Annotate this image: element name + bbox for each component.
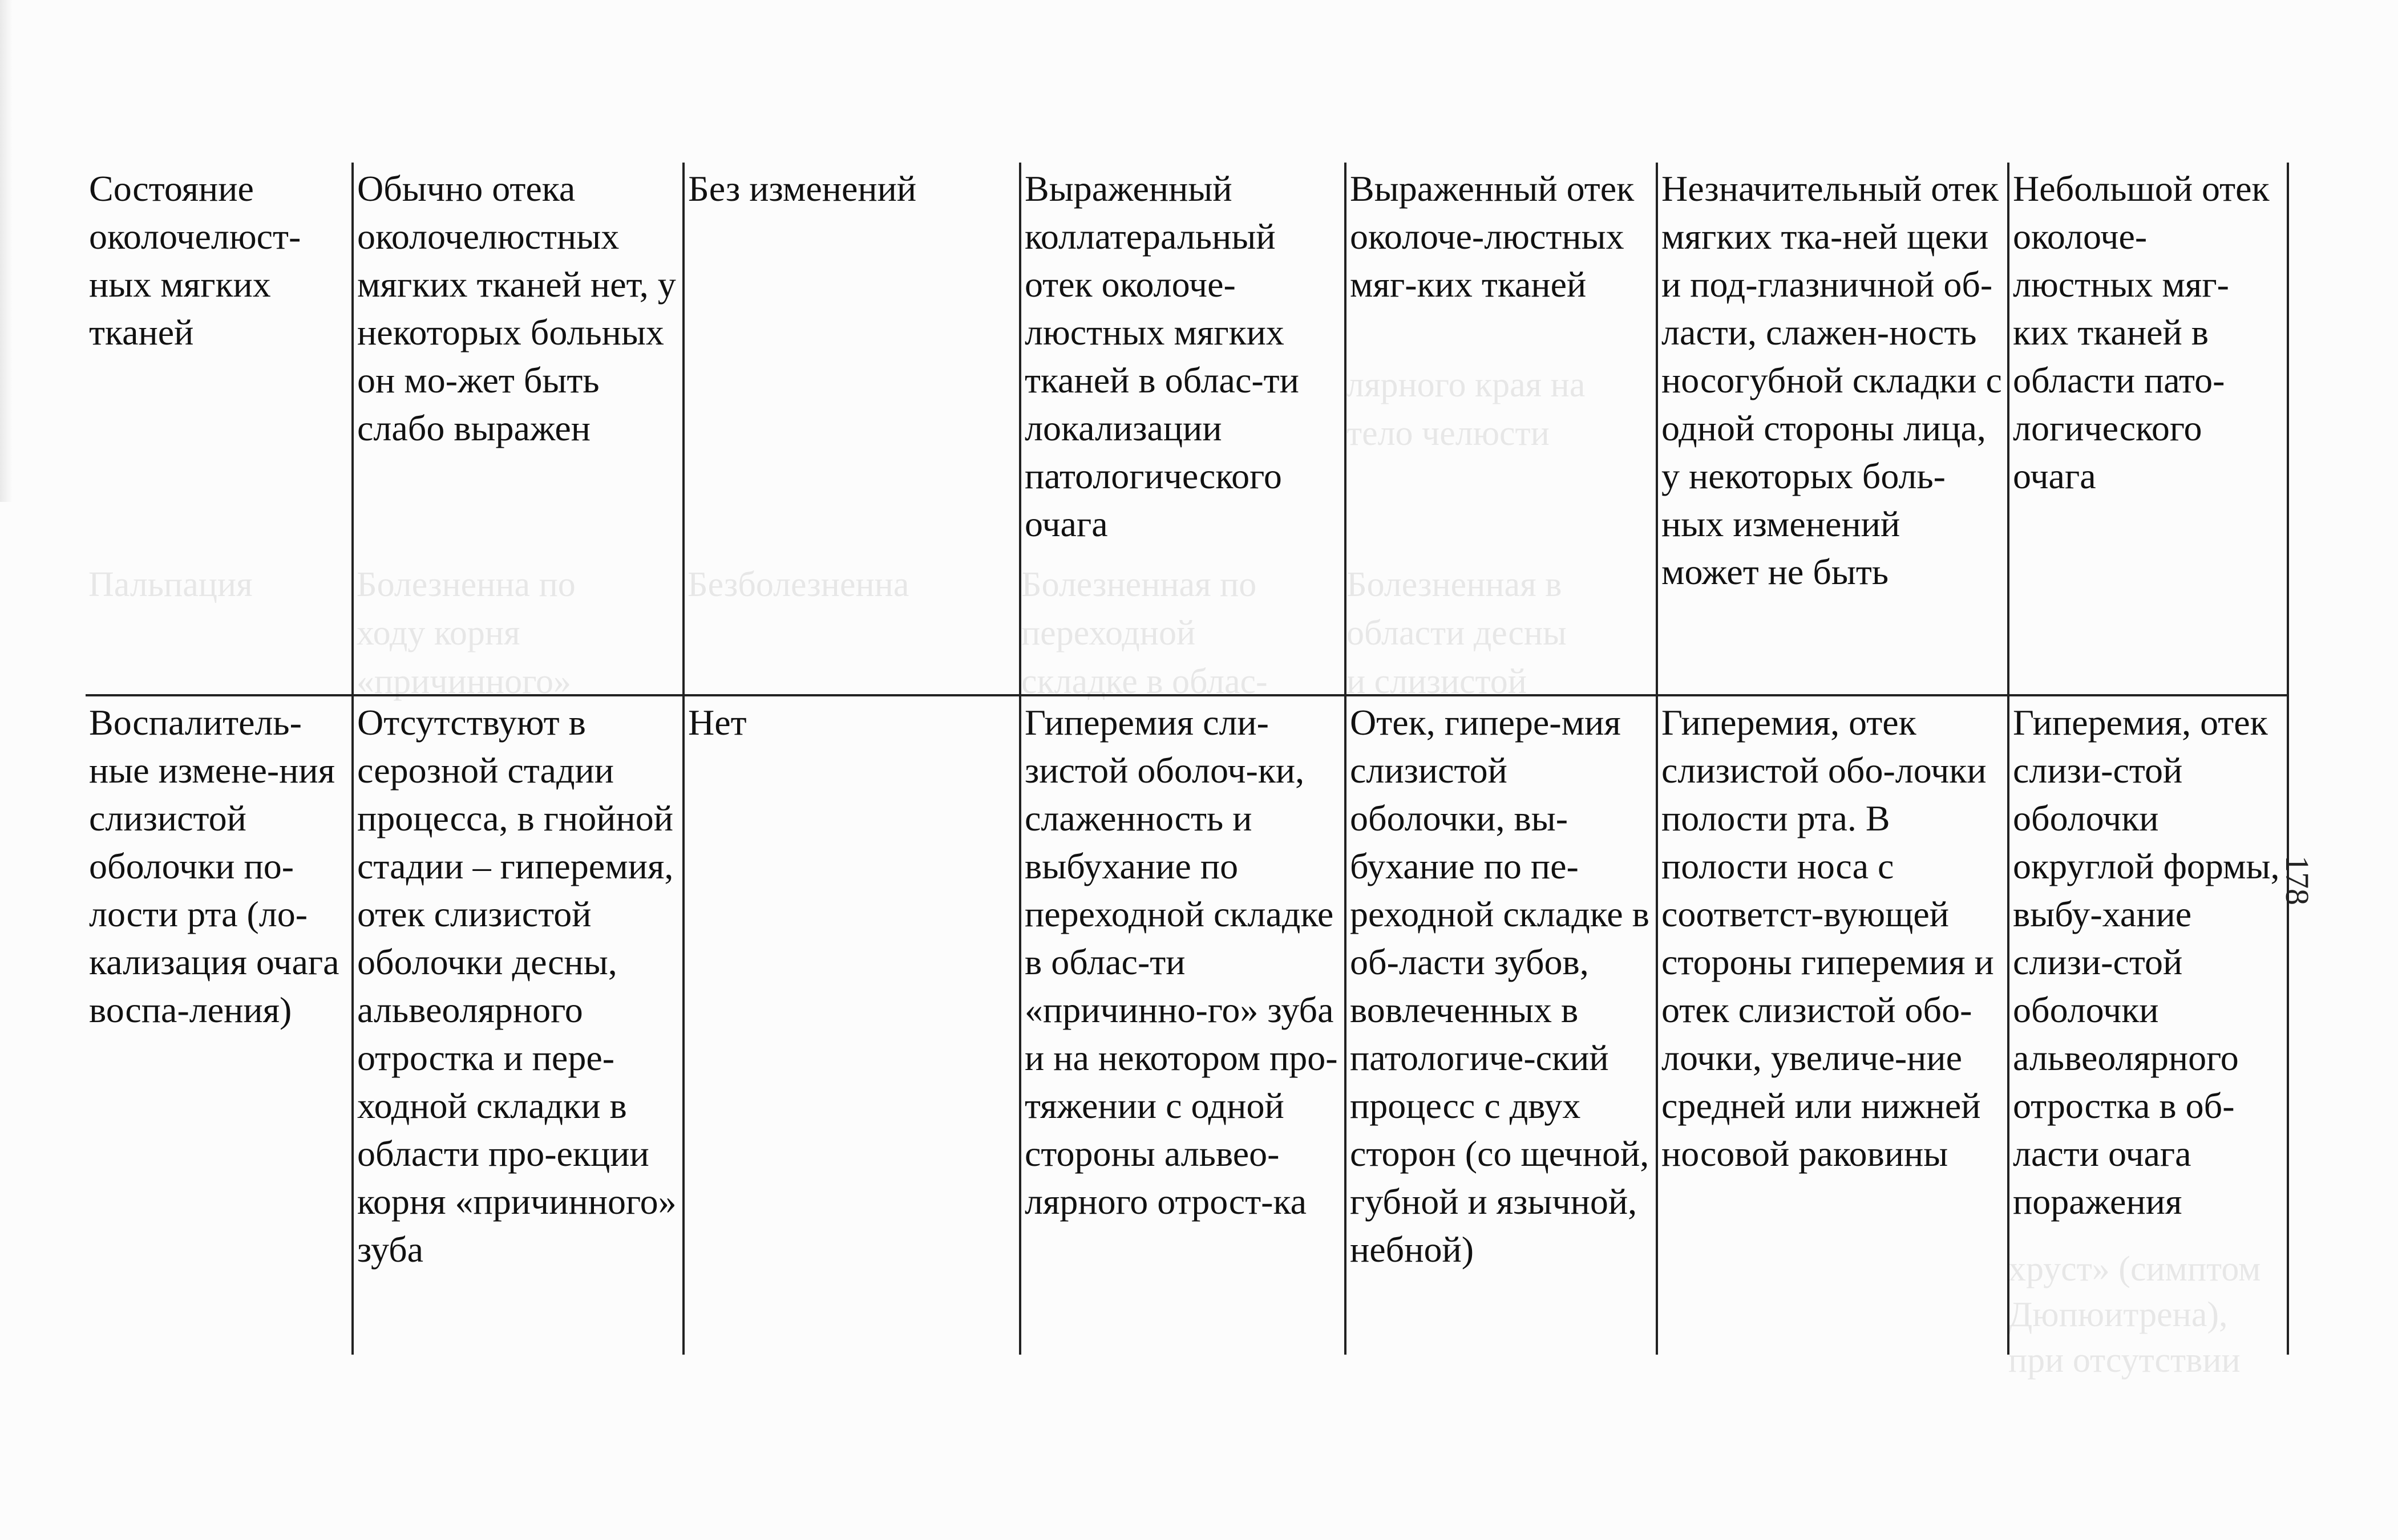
table-cell: Отек, гипере-мия слизистой оболочки, вы-бухание по пе-реходной складке в об-ласти зубов, вовлеченных в патологиче-ский процесс с двух сторон (со щечной, губной и язычной, небной) — [1345, 695, 1657, 1355]
bleed-through-text: переходной — [1021, 614, 1196, 653]
bleed-through-text: «причинного» — [357, 662, 571, 701]
bleed-through-text: лярного края на — [1346, 366, 1586, 404]
table-cell: Небольшой отек околоче-люстных мяг-ких тканей в области пато-логического очага — [2008, 163, 2288, 695]
bleed-through-text: Болезненная по — [1021, 565, 1257, 604]
bleed-through-text: тело челюсти — [1346, 414, 1550, 453]
bleed-through-text: Болезненная в — [1346, 565, 1562, 604]
table-cell: Без изменений — [684, 163, 1020, 695]
table-row — [86, 163, 2288, 695]
table-cell: Выраженный коллатеральный отек околоче-люстных мягких тканей в облас-ти локализации патологического очага — [1020, 163, 1345, 695]
bleed-through-text: и слизистой — [1346, 662, 1527, 701]
table-cell: Незначительный отек мягких тка-ней щеки и под-глазничной об-ласти, слажен-ность носогубной складки с одной стороны лица, у некоторых боль-ных изменений может не быть — [1657, 163, 2008, 695]
clinical-comparison-table — [86, 163, 2289, 1355]
row-label: Состояние околочелюст-ных мягких тканей — [86, 163, 353, 695]
table-cell: Отсутствуют в серозной стадии процесса, в гнойной стадии – гиперемия, отек слизистой оболочки десны, альвеолярного отростка и пере-ходной складки в области про-екции корня «причинного» зуба — [353, 695, 684, 1355]
page-number: 178 — [2279, 856, 2316, 905]
bleed-through-text: Пальпация — [88, 565, 253, 604]
table-cell: Гиперемия, отек слизи-стой оболочки округлой формы, выбу-хание слизи-стой оболочки альвеолярного отростка в об-ласти очага поражения — [2008, 695, 2288, 1355]
bleed-through-text: хруст» (симптом — [2008, 1250, 2261, 1288]
bleed-through-text: Болезненна по — [357, 565, 576, 604]
bleed-through-text: области десны — [1346, 614, 1567, 653]
table-cell: Нет — [684, 695, 1020, 1355]
bleed-through-text: складке в облас- — [1021, 662, 1268, 701]
table-cell: Гиперемия, отек слизистой обо-лочки полости рта. В полости носа с соответст-вующей стороны гиперемия и отек слизистой обо-лочки, увеличе-ние средней или нижней носовой раковины — [1657, 695, 2008, 1355]
table-cell: Выраженный отек околоче-люстных мяг-ких тканей — [1345, 163, 1657, 695]
table-cell: Обычно отека околочелюстных мягких тканей нет, у некоторых больных он мо-жет быть слабо выражен — [353, 163, 684, 695]
table-row — [86, 695, 2288, 1355]
scan-edge-shadow — [0, 0, 13, 502]
bleed-through-text: ходу корня — [357, 614, 520, 653]
bleed-through-text: Безболезненна — [688, 565, 909, 604]
row-label: Воспалитель-ные измене-ния слизистой оболочки по-лости рта (ло-кализация очага воспа-ления) — [86, 695, 353, 1355]
table-cell: Гиперемия сли-зистой оболоч-ки, слаженность и выбухание по переходной складке в облас-ти «причинно-го» зуба и на некотором про-тяжении с одной стороны альвео-лярного отрост-ка — [1020, 695, 1345, 1355]
bleed-through-text: Дюпюитрена), — [2008, 1295, 2228, 1334]
bleed-through-text: при отсутствии — [2008, 1341, 2241, 1380]
